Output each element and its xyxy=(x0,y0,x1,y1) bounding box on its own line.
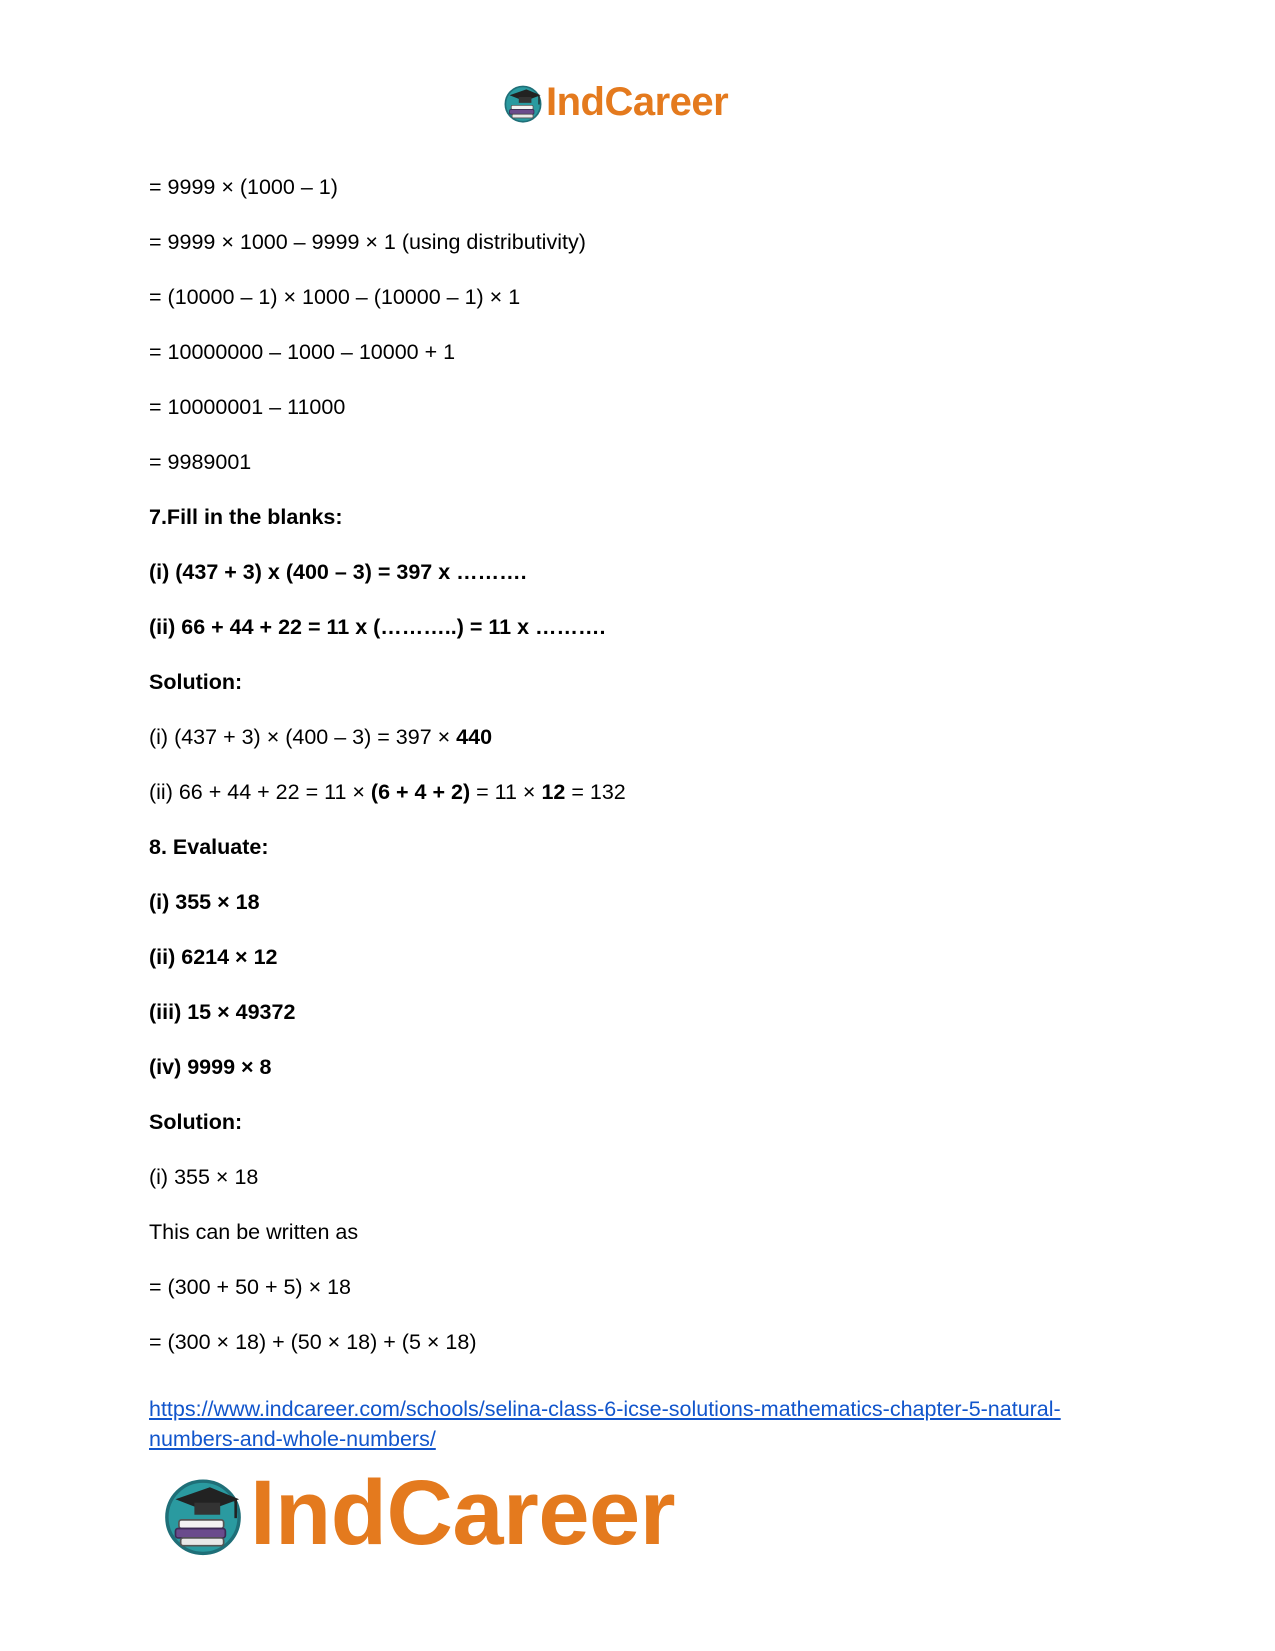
text-run: = 9999 × 1000 – 9999 × 1 (using distributivity) xyxy=(149,230,586,254)
text-line xyxy=(149,887,1129,917)
text-run: = 11 × xyxy=(470,780,542,804)
text-line xyxy=(149,337,1129,367)
text-run: = 9989001 xyxy=(149,450,252,474)
text-run: This can be written as xyxy=(149,1220,359,1244)
text-line xyxy=(149,1272,1129,1302)
source-link-line-2: numbers-and-whole-numbers/ xyxy=(149,1427,436,1451)
text-line xyxy=(149,722,1129,752)
bold-text: (ii) 66 + 44 + 22 = 11 x (………..) = 11 x ………. xyxy=(149,615,606,639)
text-run: = 10000001 – 11000 xyxy=(149,395,346,419)
text-run: = (300 + 50 + 5) × 18 xyxy=(149,1275,352,1299)
text-line xyxy=(149,1327,1129,1357)
bold-text: (i) 355 × 18 xyxy=(149,890,260,914)
text-line xyxy=(149,667,1129,697)
text-run: = 10000000 – 1000 – 10000 + 1 xyxy=(149,340,456,364)
text-line xyxy=(149,777,1129,807)
logo-text: IndCareer xyxy=(546,80,729,124)
bold-text: Solution: xyxy=(149,1110,243,1134)
header-logo xyxy=(502,80,728,124)
text-run: = 132 xyxy=(565,780,626,804)
text-run: = (300 × 18) + (50 × 18) + (5 × 18) xyxy=(149,1330,477,1354)
text-run: (i) (437 + 3) × (400 – 3) = 397 × xyxy=(149,725,457,749)
text-line xyxy=(149,557,1129,587)
source-link[interactable] xyxy=(149,1394,1149,1454)
text-run: (ii) 66 + 44 + 22 = 11 × xyxy=(149,780,371,804)
text-line xyxy=(149,832,1129,862)
text-run: = (10000 – 1) × 1000 – (10000 – 1) × 1 xyxy=(149,285,521,309)
footer-logo xyxy=(160,1462,675,1564)
text-run: (i) 355 × 18 xyxy=(149,1165,259,1189)
text-line xyxy=(149,1162,1129,1192)
text-line xyxy=(149,392,1129,422)
text-line xyxy=(149,1052,1129,1082)
logo-text: IndCareer xyxy=(250,1462,675,1564)
text-line xyxy=(149,997,1129,1027)
text-line xyxy=(149,612,1129,642)
graduation-cap-books-globe-icon xyxy=(502,81,544,123)
bold-text: (i) (437 + 3) x (400 – 3) = 397 x ………. xyxy=(149,560,527,584)
text-line xyxy=(149,942,1129,972)
document-body xyxy=(149,172,1129,1382)
text-line xyxy=(149,502,1129,532)
text-line xyxy=(149,1217,1129,1247)
bold-text: (iii) 15 × 49372 xyxy=(149,1000,296,1024)
bold-text: (iv) 9999 × 8 xyxy=(149,1055,272,1079)
bold-text: 12 xyxy=(541,780,566,804)
text-line xyxy=(149,172,1129,202)
bold-text: (6 + 4 + 2) xyxy=(370,780,471,804)
bold-text: Solution: xyxy=(149,670,243,694)
bold-text: (ii) 6214 × 12 xyxy=(149,945,278,969)
text-line xyxy=(149,1107,1129,1137)
text-line xyxy=(149,447,1129,477)
source-link-line-1: https://www.indcareer.com/schools/selina-class-6-icse-solutions-mathematics-chapter-5-natural- xyxy=(149,1397,1061,1421)
graduation-cap-books-globe-icon xyxy=(160,1470,246,1556)
bold-text: 440 xyxy=(456,725,493,749)
bold-text: 7.Fill in the blanks: xyxy=(149,505,343,529)
text-line xyxy=(149,227,1129,257)
text-run: = 9999 × (1000 – 1) xyxy=(149,175,338,199)
bold-text: 8. Evaluate: xyxy=(149,835,269,859)
text-line xyxy=(149,282,1129,312)
